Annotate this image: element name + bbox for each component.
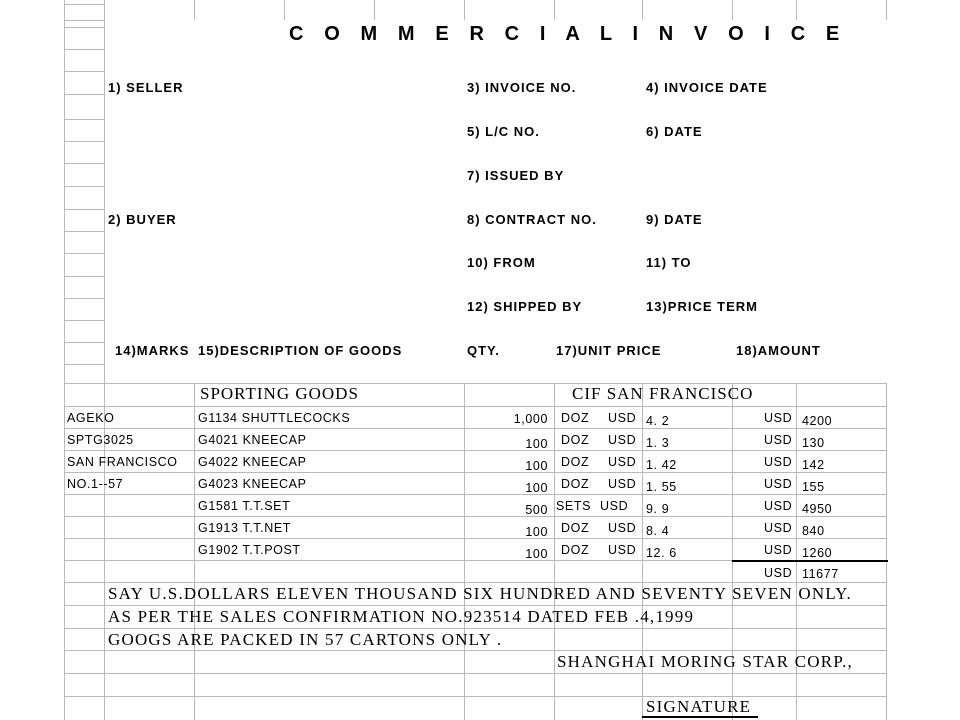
item-currency: USD (600, 499, 629, 513)
item-description: G1913 T.T.NET (198, 521, 292, 535)
item-currency: USD (608, 543, 637, 557)
item-unit-price: 4. 2 (646, 414, 670, 428)
item-amount: 4950 (802, 502, 833, 516)
item-amount: 4200 (802, 414, 833, 428)
from-label: 10) FROM (467, 255, 536, 270)
unit-price-header: 17)UNIT PRICE (556, 343, 662, 358)
invoice-date-label: 4) INVOICE DATE (646, 80, 768, 95)
item-amount-currency: USD (764, 411, 793, 425)
total-amount: 11677 (802, 567, 839, 581)
item-qty: 100 (525, 459, 548, 473)
price-term-value: CIF SAN FRANCISCO (572, 384, 754, 403)
shipped-by-label: 12) SHIPPED BY (467, 299, 583, 314)
item-currency: USD (608, 433, 637, 447)
item-amount: 130 (802, 436, 825, 450)
item-unit-price: 1. 3 (646, 436, 670, 450)
item-qty: 100 (525, 437, 548, 451)
marks-header: 14)MARKS (115, 343, 190, 358)
item-amount-currency: USD (764, 455, 793, 469)
item-amount: 1260 (802, 546, 833, 560)
item-currency: USD (608, 521, 637, 535)
contract-date-label: 9) DATE (646, 212, 703, 227)
item-unit: SETS (556, 499, 592, 513)
qty-header: QTY. (467, 343, 500, 358)
item-description: G1902 T.T.POST (198, 543, 301, 557)
issued-by-label: 7) ISSUED BY (467, 168, 565, 183)
item-currency: USD (608, 411, 637, 425)
item-qty: 100 (525, 525, 548, 539)
item-unit: DOZ (561, 543, 590, 557)
company-name: SHANGHAI MORING STAR CORP., (557, 652, 853, 671)
item-qty: 1,000 (513, 412, 548, 426)
item-unit: DOZ (561, 455, 590, 469)
item-qty: 100 (525, 481, 548, 495)
price-term-label: 13)PRICE TERM (646, 299, 758, 314)
item-description: G4021 KNEECAP (198, 433, 307, 447)
item-currency: USD (608, 477, 637, 491)
item-currency: USD (608, 455, 637, 469)
contract-no-label: 8) CONTRACT NO. (467, 212, 597, 227)
item-unit: DOZ (561, 521, 590, 535)
item-amount: 840 (802, 524, 825, 538)
to-label: 11) TO (646, 255, 692, 270)
item-unit: DOZ (561, 411, 590, 425)
marks-line: SAN FRANCISCO (67, 455, 178, 469)
item-description: G4022 KNEECAP (198, 455, 307, 469)
signature-line (642, 716, 758, 718)
item-amount-currency: USD (764, 543, 793, 557)
item-unit-price: 1. 55 (646, 480, 677, 494)
sales-confirmation-note: AS PER THE SALES CONFIRMATION NO.923514 DATED FEB .4,1999 (108, 607, 695, 626)
item-description: G1581 T.T.SET (198, 499, 291, 513)
signature-label: SIGNATURE (646, 697, 752, 716)
item-description: G1134 SHUTTLECOCKS (198, 411, 351, 425)
lc-no-label: 5) L/C NO. (467, 124, 540, 139)
item-amount: 142 (802, 458, 825, 472)
item-unit-price: 9. 9 (646, 502, 670, 516)
seller-label: 1) SELLER (108, 80, 184, 95)
packing-note: GOOGS ARE PACKED IN 57 CARTONS ONLY . (108, 630, 503, 649)
invoice-title: C O M M E R C I A L I N V O I C E (289, 23, 847, 45)
lc-date-label: 6) DATE (646, 124, 703, 139)
item-unit-price: 12. 6 (646, 546, 677, 560)
item-amount-currency: USD (764, 521, 793, 535)
marks-line: AGEKO (67, 411, 115, 425)
description-header: 15)DESCRIPTION OF GOODS (198, 343, 403, 358)
item-unit-price: 1. 42 (646, 458, 677, 472)
item-qty: 100 (525, 547, 548, 561)
amount-in-words: SAY U.S.DOLLARS ELEVEN THOUSAND SIX HUNDRED AND SEVENTY SEVEN ONLY. (108, 584, 852, 603)
total-underline (732, 560, 888, 562)
item-unit: DOZ (561, 433, 590, 447)
marks-line: NO.1--57 (67, 477, 124, 491)
item-amount: 155 (802, 480, 825, 494)
item-unit-price: 8. 4 (646, 524, 670, 538)
marks-line: SPTG3025 (67, 433, 134, 447)
invoice-no-label: 3) INVOICE NO. (467, 80, 577, 95)
buyer-label: 2) BUYER (108, 212, 177, 227)
item-amount-currency: USD (764, 499, 793, 513)
item-amount-currency: USD (764, 433, 793, 447)
total-currency: USD (764, 566, 793, 580)
item-qty: 500 (525, 503, 548, 517)
item-unit: DOZ (561, 477, 590, 491)
amount-header: 18)AMOUNT (736, 343, 821, 358)
item-amount-currency: USD (764, 477, 793, 491)
item-description: G4023 KNEECAP (198, 477, 307, 491)
goods-title: SPORTING GOODS (200, 384, 359, 403)
